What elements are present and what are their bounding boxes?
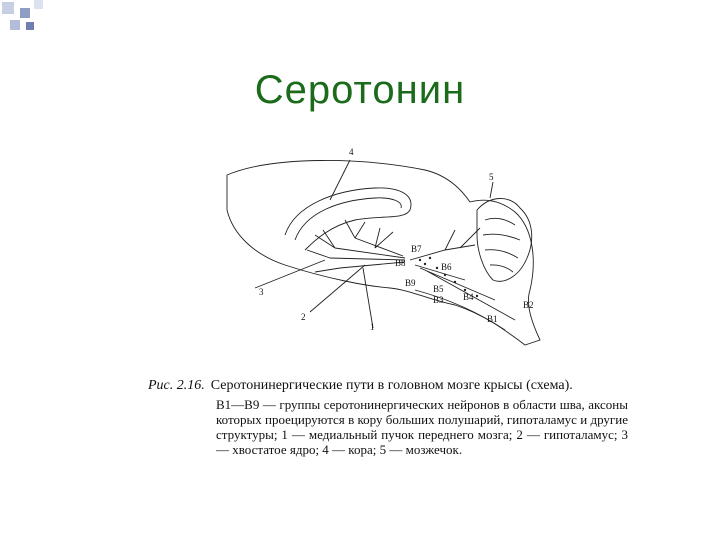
label-b1: B1 xyxy=(487,314,498,324)
label-2: 2 xyxy=(301,312,306,322)
figure-caption xyxy=(148,378,628,457)
cerebellum xyxy=(477,198,532,281)
label-5: 5 xyxy=(489,172,494,182)
figure-number: Рис. 2.16. xyxy=(148,378,205,393)
label-1: 1 xyxy=(370,322,375,332)
label-b7: B7 xyxy=(411,244,422,254)
label-b3: B3 xyxy=(433,295,444,305)
label-b8: B8 xyxy=(395,258,406,268)
corner-decoration xyxy=(0,0,60,40)
caption-heading xyxy=(148,378,628,393)
caption-title: Серотонинергические пути в головном мозге крысы (схема). xyxy=(210,378,573,393)
cortex xyxy=(285,188,411,250)
label-b2: B2 xyxy=(523,300,534,310)
label-4: 4 xyxy=(349,147,354,157)
label-b5: B5 xyxy=(433,284,444,294)
label-b4: B4 xyxy=(463,292,474,302)
label-3: 3 xyxy=(259,287,264,297)
caption-body: B1—B9 — группы серотонинергических нейронов в области шва, аксоны которых проецируются в кору больших полушарий, гипоталамус и другие структуры; 1 — медиальный пучок переднего мозга; 2 — гипоталамус; 3 — хвостатое ядро; 4 — кора; 5 — мозжечок. xyxy=(216,397,628,457)
label-b9: B9 xyxy=(405,278,416,288)
serotonin-pathways-diagram xyxy=(215,140,555,370)
slide-title: Серотонин xyxy=(254,68,466,112)
label-b6: B6 xyxy=(441,262,452,272)
